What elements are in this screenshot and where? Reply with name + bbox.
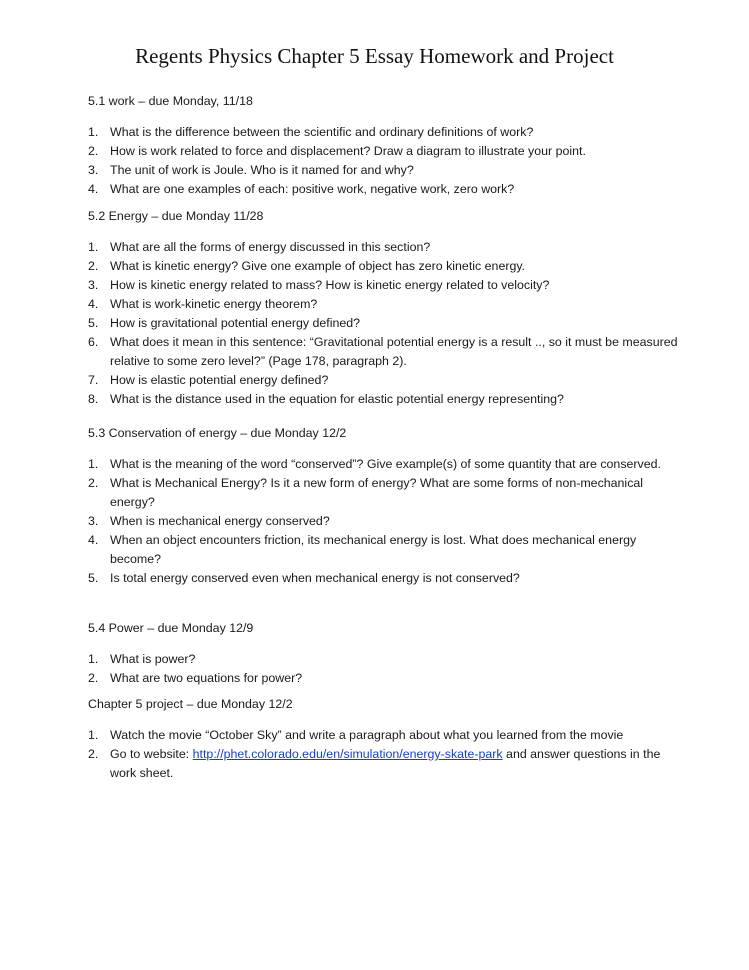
- list-item: 8. What is the distance used in the equation for elastic potential energy representing?: [88, 392, 564, 406]
- list-item: 6. What does it mean in this sentence: “Gravitational potential energy is a result .., so it must be measured relative to some zero level?” (Page 178, paragraph 2).: [88, 335, 678, 368]
- list-item: 3. How is kinetic energy related to mass? How is kinetic energy related to velocity?: [88, 278, 550, 292]
- list-item: 4. What is work-kinetic energy theorem?: [88, 297, 318, 311]
- section-5-3: [88, 424, 688, 588]
- list-item: 7. How is elastic potential energy defined?: [88, 373, 329, 387]
- section-5-1: [88, 92, 688, 199]
- section-heading: Chapter 5 project – due Monday 12/2: [88, 697, 293, 711]
- list-item: 2. What are two equations for power?: [88, 671, 303, 685]
- section-heading: 5.3 Conservation of energy – due Monday 12/2: [88, 426, 347, 440]
- list-item: 5. How is gravitational potential energy defined?: [88, 316, 361, 330]
- section-5-2: [88, 207, 688, 409]
- section-5-4: [88, 619, 688, 688]
- question-list: [88, 238, 688, 409]
- list-item: 3. When is mechanical energy conserved?: [88, 514, 330, 528]
- energy-skate-park-link[interactable]: http://phet.colorado.edu/en/simulation/energy-skate-park: [192, 747, 503, 761]
- list-item: 4. What are one examples of each: positive work, negative work, zero work?: [88, 182, 515, 196]
- chapter-5-project: [88, 695, 688, 783]
- question-list: [88, 123, 688, 199]
- list-item: 5. Is total energy conserved even when mechanical energy is not conserved?: [88, 571, 520, 585]
- section-heading: 5.4 Power – due Monday 12/9: [88, 621, 254, 635]
- list-item: 2. What is kinetic energy? Give one example of object has zero kinetic energy.: [88, 259, 526, 273]
- question-list: [88, 455, 688, 588]
- page-title: Regents Physics Chapter 5 Essay Homework and Project: [135, 44, 614, 68]
- section-heading: 5.2 Energy – due Monday 11/28: [88, 209, 264, 223]
- list-item: 2. What is Mechanical Energy? Is it a new form of energy? What are some forms of non-mechanical energy?: [88, 476, 644, 509]
- section-heading: 5.1 work – due Monday, 11/18: [88, 94, 253, 108]
- list-item: 3. The unit of work is Joule. Who is it named for and why?: [88, 163, 414, 177]
- list-item: 1. What is the meaning of the word “conserved”? Give example(s) of some quantity that are conserved.: [88, 457, 661, 471]
- list-item: 4. When an object encounters friction, its mechanical energy is lost. What does mechanical energy become?: [88, 533, 637, 566]
- list-item: 1. Watch the movie “October Sky” and write a paragraph about what you learned from the movie: [88, 728, 624, 742]
- project-list: [88, 726, 688, 783]
- list-item: 2. Go to website: http://phet.colorado.edu/en/simulation/energy-skate-park and answer questions in the work sheet.: [88, 747, 661, 780]
- list-item: 1. What is the difference between the scientific and ordinary definitions of work?: [88, 125, 534, 139]
- question-list: [88, 650, 688, 688]
- list-item: 1. What are all the forms of energy discussed in this section?: [88, 240, 431, 254]
- list-item: 1. What is power?: [88, 652, 196, 666]
- list-item: 2. How is work related to force and displacement? Draw a diagram to illustrate your point.: [88, 144, 586, 158]
